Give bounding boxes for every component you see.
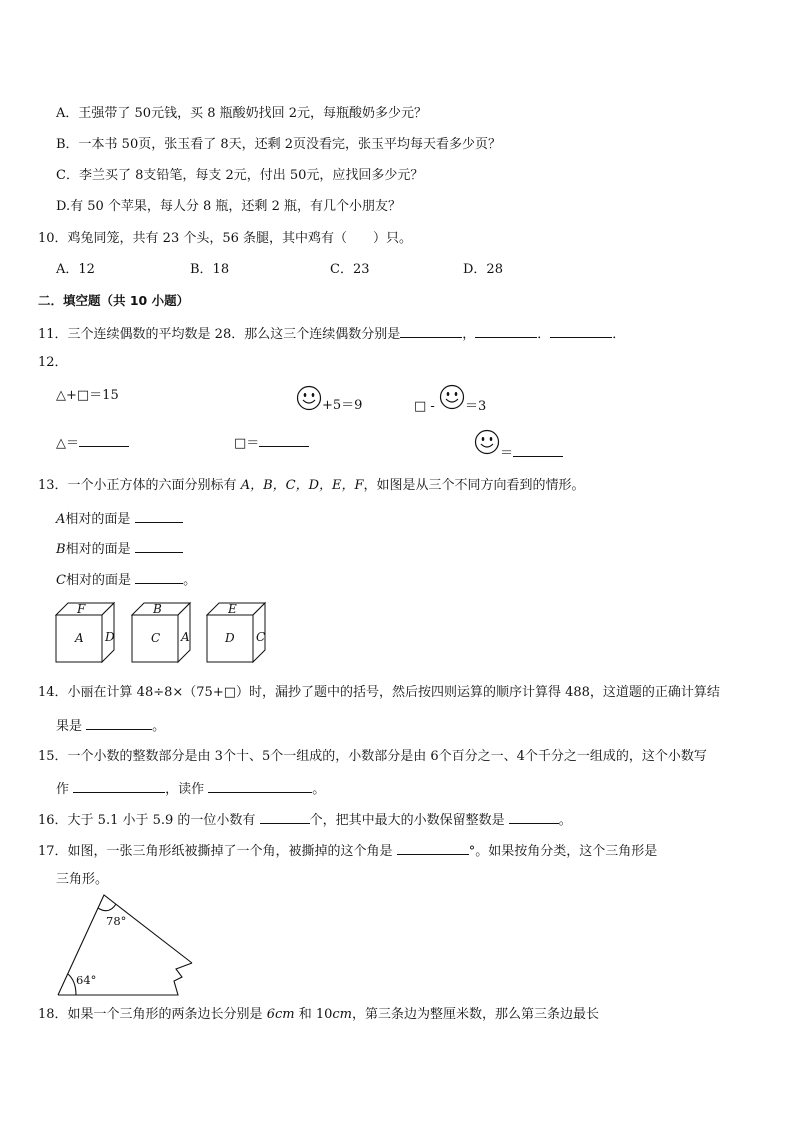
q18-v2: cm	[332, 1007, 352, 1022]
q13-stem-a: 13．一个小正方体的六面分别标有	[38, 478, 241, 493]
cube-3-side-label: C	[256, 630, 266, 644]
q16-b: 个，把其中最大的小数保留整数是	[309, 813, 509, 828]
q12-eq3-left: □ -	[414, 399, 435, 414]
q13-blank-1	[135, 508, 183, 523]
cube-2	[132, 602, 190, 662]
q15-line2-b: ，读作	[165, 782, 209, 797]
q13-letter: C	[56, 573, 66, 588]
q11-blank-2	[475, 323, 537, 338]
q10-option-b: B．18	[190, 262, 230, 277]
q11-sep1: ，	[462, 327, 476, 342]
angle-bottom-label: 64°	[76, 973, 97, 987]
q11-end: ．	[612, 327, 626, 342]
bottom-angle-arc	[68, 974, 76, 995]
q10-option-c: C．23	[330, 262, 370, 277]
q11-sep2: ．	[537, 327, 551, 342]
q15-blank-2	[208, 778, 312, 793]
q12-eq2: +5＝9	[322, 398, 363, 413]
cube-3	[207, 602, 265, 662]
q15-line2-c: 。	[312, 782, 326, 797]
q13-line-a	[56, 508, 183, 529]
q16-blank-2	[509, 809, 559, 824]
cube-1-top-label: F	[77, 602, 86, 616]
q17-blank	[397, 840, 469, 855]
q12-ans1	[56, 432, 129, 453]
cube-views-figure	[52, 599, 282, 669]
q15-line2	[56, 778, 325, 799]
q13-stem	[38, 477, 585, 495]
q12-number: 12．	[38, 355, 68, 370]
cube-1-front-label: A	[75, 631, 84, 645]
q13-blank-3	[135, 569, 183, 584]
q12-ans3	[500, 442, 563, 463]
q11-blank-1	[400, 323, 462, 338]
q15-line2-a: 作	[56, 782, 74, 797]
q14-line2-b: 。	[152, 719, 166, 734]
q13-line-b	[56, 538, 183, 559]
q13-stem-b: ，如图是从三个不同方向看到的情形。	[363, 478, 585, 493]
cube-3-front-label: D	[225, 631, 235, 645]
q12-blank-3	[513, 442, 563, 457]
q10-option-d: D．28	[463, 262, 503, 277]
q18-b: ，第三条边为整厘米数，那么第三条边最长	[352, 1007, 600, 1022]
smiley-face-icon	[296, 385, 322, 411]
torn-triangle-figure	[54, 891, 204, 1001]
q13-line-text: 相对的面是	[65, 512, 135, 527]
q13-letter: B	[56, 542, 66, 557]
q10-stem: 10．鸡兔同笼，共有 23 个头，56 条腿，其中鸡有（ ）只。	[38, 231, 413, 246]
q16-blank-1	[260, 809, 310, 824]
q9-option-a: A．王强带了 50元钱，买 8 瓶酸奶找回 2元，每瓶酸奶多少元？	[56, 106, 428, 121]
q14-line2	[56, 715, 165, 736]
cube-1	[56, 602, 115, 662]
q13-letter: A	[56, 512, 66, 527]
q17-line1-a: 17．如图，一张三角形纸被撕掉了一个角，被撕掉的这个角是	[38, 844, 397, 859]
q12-blank-1	[79, 432, 129, 447]
q12-eq1: △+□＝15	[56, 388, 119, 403]
q12-ans1-label: △＝	[56, 436, 79, 451]
q9-option-b: B．一本书 50页，张玉看了 8天，还剩 2页没看完，张玉平均每天看多少页？	[56, 137, 502, 152]
q15-line1: 15．一个小数的整数部分是由 3个十、5个一组成的，小数部分是由 6个百分之一、4个千分之一组成的，这个小数写	[38, 749, 707, 764]
q18-line	[38, 1006, 599, 1024]
q13-line-text: 相对的面是	[65, 542, 135, 557]
cube-2-side-label: A	[181, 630, 190, 644]
q12-ans2	[234, 432, 309, 453]
q16-a: 16．大于 5.1 小于 5.9 的一位小数有	[38, 813, 260, 828]
q12-ans2-label: □＝	[234, 436, 260, 451]
smiley-face-icon	[474, 429, 500, 455]
q13-line-text: 相对的面是	[65, 573, 136, 588]
section-title: 二．填空题（共 10 小题）	[38, 293, 190, 308]
cube-3-top-label: E	[228, 602, 237, 616]
q12-ans3-label: ＝	[500, 446, 514, 461]
q13-line-end: 。	[183, 573, 197, 588]
q16-line	[38, 809, 572, 830]
top-angle-arc	[98, 904, 116, 911]
q11-text: 11．三个连续偶数的平均数是 28．那么这三个连续偶数分别是	[38, 327, 401, 342]
angle-top-label: 78°	[106, 914, 127, 928]
q10-option-a: A．12	[56, 262, 95, 277]
q13-blank-2	[135, 538, 183, 553]
cube-2-front-label: C	[151, 631, 161, 645]
q11-blank-3	[550, 323, 612, 338]
q16-c: 。	[558, 813, 572, 828]
q17-line1-b: °。如果按角分类，这个三角形是	[468, 844, 658, 859]
q17-line2: 三角形。	[56, 872, 109, 887]
q15-blank-1	[73, 778, 165, 793]
q11-line	[38, 323, 625, 344]
cube-1-side-label: D	[105, 630, 115, 644]
q14-line2-a: 果是	[56, 719, 87, 734]
q9-option-c: C．李兰买了 8支铅笔，每支 2元，付出 50元，应找回多少元？	[56, 168, 424, 183]
q13-letters: A，B，C，D，E，F	[240, 478, 364, 493]
q18-v1: 6cm	[266, 1007, 295, 1022]
q9-option-d: D.有 50 个苹果，每人分 8 瓶，还剩 2 瓶，有几个小朋友？	[56, 199, 401, 214]
q14-blank	[86, 715, 152, 730]
q12-eq3-right: ＝3	[465, 399, 487, 414]
q12-blank-2	[259, 432, 309, 447]
q17-line1	[38, 840, 657, 861]
cube-2-top-label: B	[153, 602, 162, 616]
q13-line-c	[56, 569, 196, 590]
smiley-face-icon	[439, 384, 465, 410]
q18-mid: 和 10	[294, 1007, 333, 1022]
q18-a: 18．如果一个三角形的两条边长分别是	[38, 1007, 267, 1022]
q14-line1: 14．小丽在计算 48÷8×（75+□）时，漏抄了题中的括号，然后按四则运算的顺序计算得 488，这道题的正确计算结	[38, 685, 720, 700]
